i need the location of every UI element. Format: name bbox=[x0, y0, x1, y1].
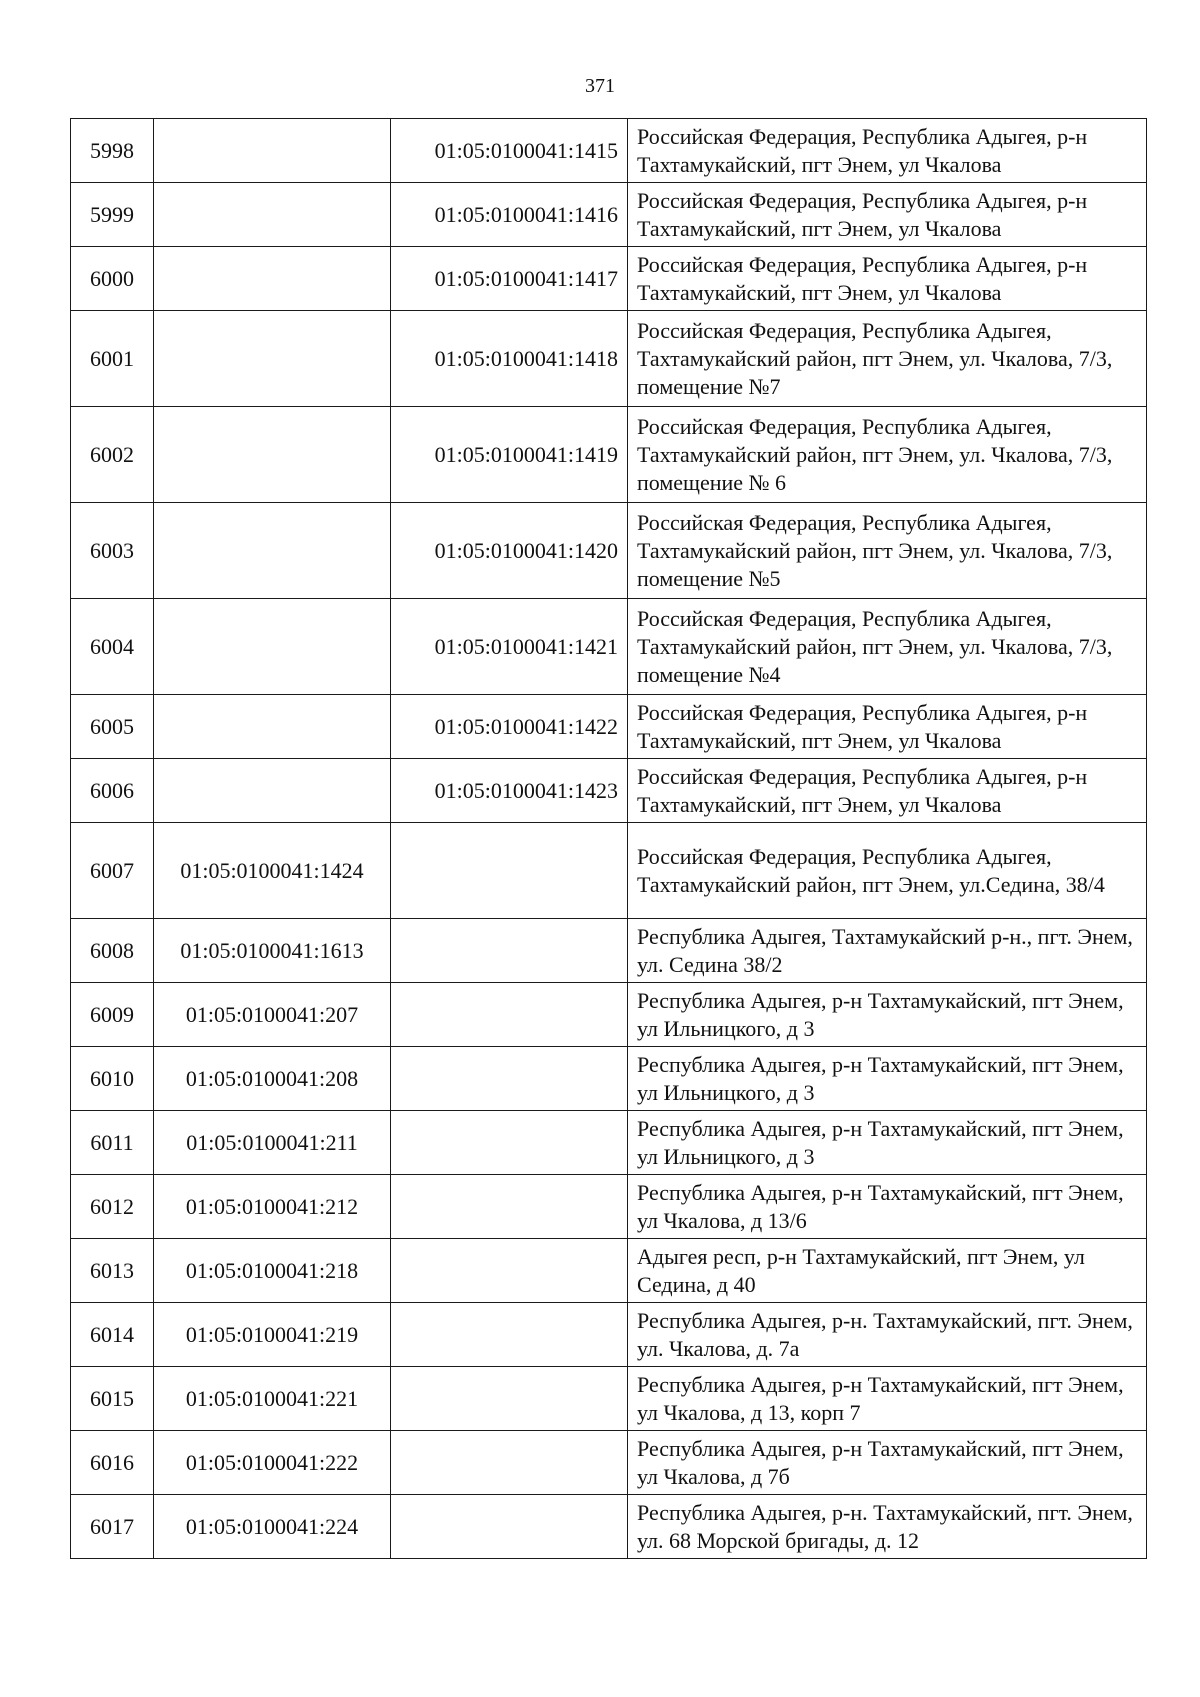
parent-cadastral-number: 01:05:0100041:207 bbox=[154, 983, 391, 1047]
parent-cadastral-number: 01:05:0100041:224 bbox=[154, 1495, 391, 1559]
address: Республика Адыгея, р-н Тахтамукайский, пгт Энем, ул Чкалова, д 13/6 bbox=[628, 1175, 1147, 1239]
parent-cadastral-number: 01:05:0100041:222 bbox=[154, 1431, 391, 1495]
address: Республика Адыгея, р-н Тахтамукайский, пгт Энем, ул Ильницкого, д 3 bbox=[628, 1047, 1147, 1111]
row-number: 6012 bbox=[71, 1175, 154, 1239]
cadastral-number bbox=[391, 1175, 628, 1239]
row-number: 6011 bbox=[71, 1111, 154, 1175]
parent-cadastral-number bbox=[154, 759, 391, 823]
cadastral-number: 01:05:0100041:1418 bbox=[391, 311, 628, 407]
parent-cadastral-number bbox=[154, 503, 391, 599]
table-row bbox=[71, 1047, 1147, 1111]
address: Республика Адыгея, Тахтамукайский р-н., пгт. Энем, ул. Седина 38/2 bbox=[628, 919, 1147, 983]
row-number: 6007 bbox=[71, 823, 154, 919]
table-row bbox=[71, 1303, 1147, 1367]
address: Российская Федерация, Республика Адыгея, р-н Тахтамукайский, пгт Энем, ул Чкалова bbox=[628, 119, 1147, 183]
table-row bbox=[71, 1175, 1147, 1239]
registry-table-body bbox=[71, 119, 1147, 1559]
page-number: 371 bbox=[585, 75, 615, 97]
parent-cadastral-number bbox=[154, 695, 391, 759]
cadastral-number bbox=[391, 983, 628, 1047]
cadastral-number bbox=[391, 1239, 628, 1303]
cadastral-number bbox=[391, 1047, 628, 1111]
table-row bbox=[71, 311, 1147, 407]
cadastral-number: 01:05:0100041:1415 bbox=[391, 119, 628, 183]
cadastral-number bbox=[391, 823, 628, 919]
row-number: 5999 bbox=[71, 183, 154, 247]
cadastral-number bbox=[391, 1495, 628, 1559]
row-number: 6016 bbox=[71, 1431, 154, 1495]
parent-cadastral-number: 01:05:0100041:212 bbox=[154, 1175, 391, 1239]
row-number: 6005 bbox=[71, 695, 154, 759]
parent-cadastral-number: 01:05:0100041:219 bbox=[154, 1303, 391, 1367]
address: Российская Федерация, Республика Адыгея, р-н Тахтамукайский, пгт Энем, ул Чкалова bbox=[628, 183, 1147, 247]
row-number: 6013 bbox=[71, 1239, 154, 1303]
table-row bbox=[71, 119, 1147, 183]
table-row bbox=[71, 695, 1147, 759]
row-number: 6006 bbox=[71, 759, 154, 823]
row-number: 6001 bbox=[71, 311, 154, 407]
parent-cadastral-number bbox=[154, 247, 391, 311]
table-row bbox=[71, 1431, 1147, 1495]
address: Российская Федерация, Республика Адыгея, Тахтамукайский район, пгт Энем, ул. Чкалова, 7/3, помещение № 6 bbox=[628, 407, 1147, 503]
cadastral-number bbox=[391, 1367, 628, 1431]
address: Российская Федерация, Республика Адыгея, Тахтамукайский район, пгт Энем, ул. Чкалова, 7/3, помещение №4 bbox=[628, 599, 1147, 695]
address: Российская Федерация, Республика Адыгея, Тахтамукайский район, пгт Энем, ул. Чкалова, 7/3, помещение №7 bbox=[628, 311, 1147, 407]
row-number: 6014 bbox=[71, 1303, 154, 1367]
cadastral-number: 01:05:0100041:1422 bbox=[391, 695, 628, 759]
cadastral-number bbox=[391, 1111, 628, 1175]
table-row bbox=[71, 599, 1147, 695]
address: Российская Федерация, Республика Адыгея, Тахтамукайский район, пгт Энем, ул. Чкалова, 7/3, помещение №5 bbox=[628, 503, 1147, 599]
address: Республика Адыгея, р-н. Тахтамукайский, пгт. Энем, ул. 68 Морской бригады, д. 12 bbox=[628, 1495, 1147, 1559]
table-row bbox=[71, 503, 1147, 599]
cadastral-number: 01:05:0100041:1423 bbox=[391, 759, 628, 823]
parent-cadastral-number bbox=[154, 183, 391, 247]
address: Адыгея респ, р-н Тахтамукайский, пгт Энем, ул Седина, д 40 bbox=[628, 1239, 1147, 1303]
parent-cadastral-number: 01:05:0100041:208 bbox=[154, 1047, 391, 1111]
table-row bbox=[71, 1111, 1147, 1175]
parent-cadastral-number: 01:05:0100041:221 bbox=[154, 1367, 391, 1431]
row-number: 6003 bbox=[71, 503, 154, 599]
table-row bbox=[71, 983, 1147, 1047]
row-number: 6002 bbox=[71, 407, 154, 503]
address: Республика Адыгея, р-н Тахтамукайский, пгт Энем, ул Ильницкого, д 3 bbox=[628, 1111, 1147, 1175]
parent-cadastral-number: 01:05:0100041:211 bbox=[154, 1111, 391, 1175]
row-number: 6008 bbox=[71, 919, 154, 983]
table-row bbox=[71, 1495, 1147, 1559]
cadastral-number: 01:05:0100041:1416 bbox=[391, 183, 628, 247]
parent-cadastral-number: 01:05:0100041:1424 bbox=[154, 823, 391, 919]
address: Российская Федерация, Республика Адыгея, р-н Тахтамукайский, пгт Энем, ул Чкалова bbox=[628, 695, 1147, 759]
table-row bbox=[71, 407, 1147, 503]
address: Российская Федерация, Республика Адыгея, р-н Тахтамукайский, пгт Энем, ул Чкалова bbox=[628, 759, 1147, 823]
address: Республика Адыгея, р-н Тахтамукайский, пгт Энем, ул Чкалова, д 7б bbox=[628, 1431, 1147, 1495]
parent-cadastral-number bbox=[154, 599, 391, 695]
table-row bbox=[71, 1367, 1147, 1431]
cadastral-number: 01:05:0100041:1419 bbox=[391, 407, 628, 503]
address: Российская Федерация, Республика Адыгея, Тахтамукайский район, пгт Энем, ул.Седина, 38/4 bbox=[628, 823, 1147, 919]
row-number: 6010 bbox=[71, 1047, 154, 1111]
parent-cadastral-number bbox=[154, 407, 391, 503]
address: Российская Федерация, Республика Адыгея, р-н Тахтамукайский, пгт Энем, ул Чкалова bbox=[628, 247, 1147, 311]
address: Республика Адыгея, р-н. Тахтамукайский, пгт. Энем, ул. Чкалова, д. 7а bbox=[628, 1303, 1147, 1367]
cadastral-number bbox=[391, 1431, 628, 1495]
parent-cadastral-number bbox=[154, 311, 391, 407]
registry-table bbox=[70, 118, 1147, 1559]
table-row bbox=[71, 183, 1147, 247]
table-row bbox=[71, 919, 1147, 983]
row-number: 6017 bbox=[71, 1495, 154, 1559]
cadastral-number bbox=[391, 919, 628, 983]
parent-cadastral-number bbox=[154, 119, 391, 183]
row-number: 6000 bbox=[71, 247, 154, 311]
address: Республика Адыгея, р-н Тахтамукайский, пгт Энем, ул Ильницкого, д 3 bbox=[628, 983, 1147, 1047]
table-row bbox=[71, 247, 1147, 311]
table-row bbox=[71, 1239, 1147, 1303]
row-number: 6004 bbox=[71, 599, 154, 695]
cadastral-number bbox=[391, 1303, 628, 1367]
parent-cadastral-number: 01:05:0100041:218 bbox=[154, 1239, 391, 1303]
row-number: 5998 bbox=[71, 119, 154, 183]
address: Республика Адыгея, р-н Тахтамукайский, пгт Энем, ул Чкалова, д 13, корп 7 bbox=[628, 1367, 1147, 1431]
cadastral-number: 01:05:0100041:1420 bbox=[391, 503, 628, 599]
cadastral-number: 01:05:0100041:1417 bbox=[391, 247, 628, 311]
row-number: 6009 bbox=[71, 983, 154, 1047]
table-row bbox=[71, 823, 1147, 919]
parent-cadastral-number: 01:05:0100041:1613 bbox=[154, 919, 391, 983]
table-row bbox=[71, 759, 1147, 823]
cadastral-number: 01:05:0100041:1421 bbox=[391, 599, 628, 695]
row-number: 6015 bbox=[71, 1367, 154, 1431]
